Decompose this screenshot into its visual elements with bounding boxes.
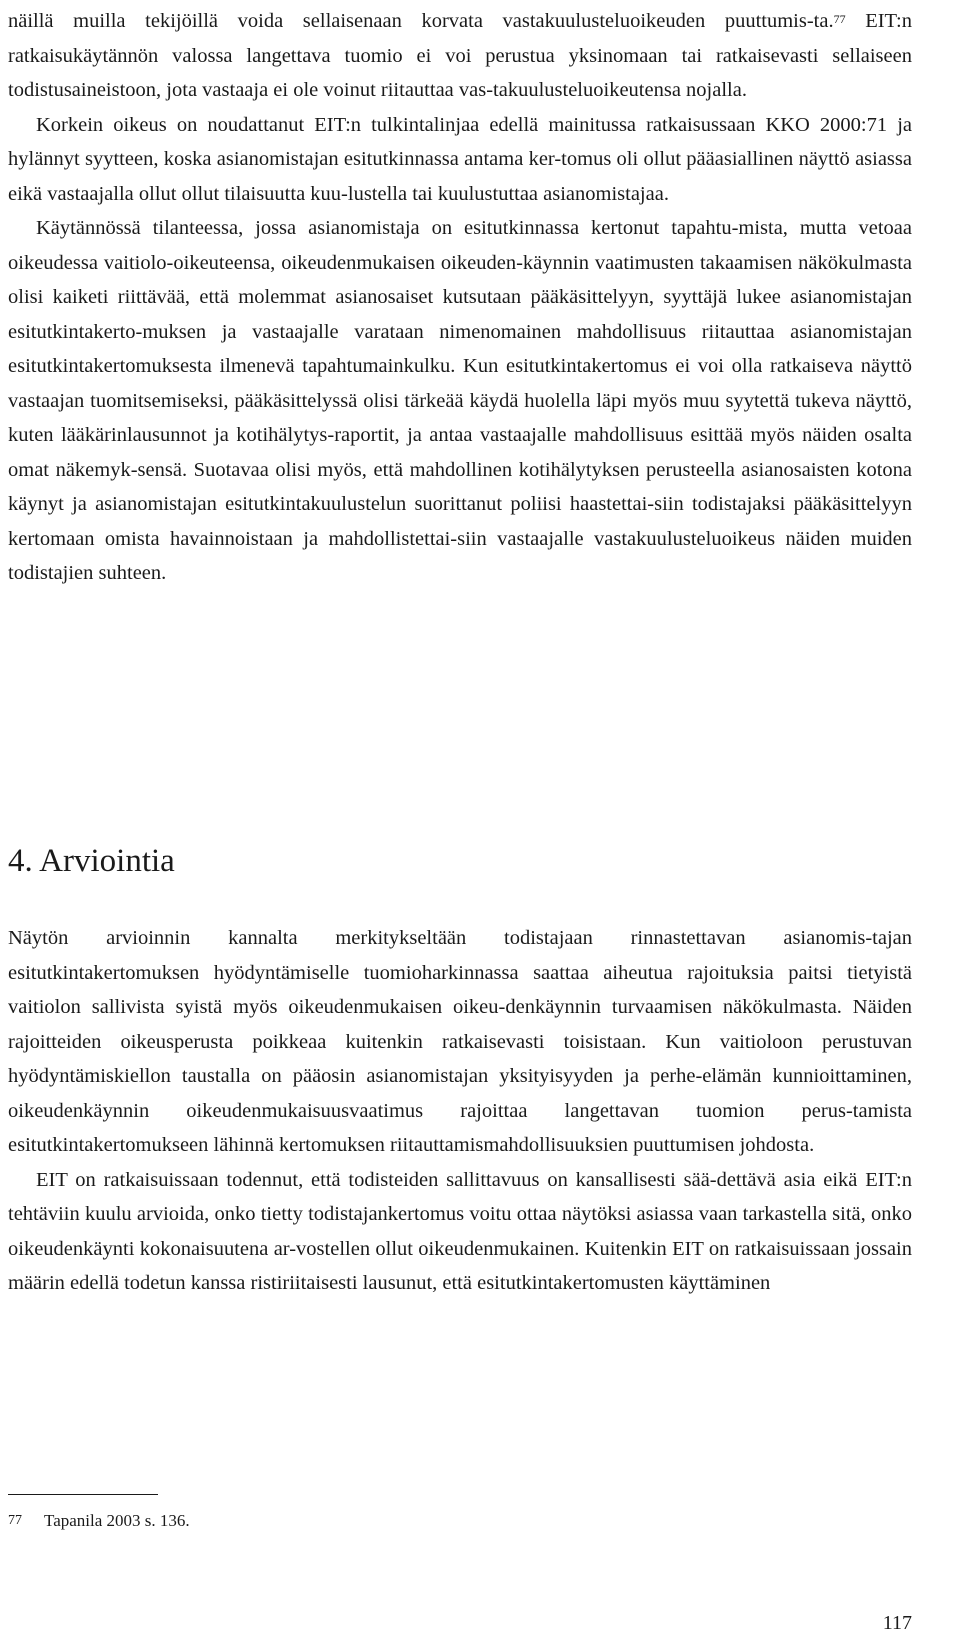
footnote-number: 77: [8, 1513, 22, 1528]
section-heading: 4. Arviointia: [8, 843, 175, 879]
paragraph: EIT on ratkaisuissaan todennut, että todisteiden sallittavuus on kansallisesti sää-dettävä asia eikä EIT:n tehtäviin kuulu arvioida, onko tietty todistajankertomus voitu ottaa näytöksi asiassa vaan tarkastella sitä, onko oikeudenkäynti kokonaisuutena ar-vostellen ollut oikeudenmukainen. Kuitenkin EIT on ratkaisuissaan jossain määrin edellä todetun kanssa ristiriitaisesti lausunut, että esitutkintakertomusten käyttäminen: [8, 1168, 912, 1294]
paragraph: Näytön arvioinnin kannalta merkitykseltään todistajaan rinnastettavan asianomis-tajan esitutkintakertomuksen hyödyntämiselle tuomioharkinnassa saattaa aiheutua rajoituksia paitsi tietyistä vaitiolon sallivista syistä myös oikeudenmukaisen oikeu-denkäynnin turvaamisen näkökulmasta. Näiden rajoitteiden oikeusperusta poikkeaa kuitenkin ratkaisevasti toisistaan. Kun vaitioloon perustuvan hyödyntämiskiellon taustalla on pääosin asianomistajan yksityisyyden ja perhe-elämän kunnioittaminen, oikeudenkäynnin oikeudenmukaisuusvaatimus rajoittaa langettavan tuomion perus-tamista esitutkintakertomukseen lähinnä kertomuksen riitauttamismahdollisuuksien puuttumisen johdosta.: [8, 927, 912, 1156]
paragraph: Korkein oikeus on noudattanut EIT:n tulkintalinjaa edellä mainitussa ratkaisussaan KKO 2000:71 ja hylännyt syytteen, koska asianomistajan esitutkinnassa antama ker-tomus oli ollut pääasiallinen näyttö asiassa eikä vastaajalla ollut ollut tilaisuutta kuu-lustella tai kuulustuttaa asianomistajaa.: [8, 113, 912, 205]
paragraph-text: EIT:n ratkaisukäytännön valossa langettava tuomio ei voi perustua yksinomaan tai ratkaisevasti sellaiseen todistusaineistoon, jota vastaaja ei ole voinut riitauttaa vas-takuulusteluoikeutensa nojalla.: [8, 10, 912, 101]
footnote-divider: [8, 1494, 158, 1495]
footnote-reference[interactable]: 77: [833, 12, 846, 26]
body-text-bottom: [8, 921, 912, 1301]
paragraph: [8, 4, 912, 108]
body-text-top: [8, 4, 912, 591]
footnote-text: Tapanila 2003 s. 136.: [44, 1511, 190, 1530]
paragraph: Käytännössä tilanteessa, jossa asianomistaja on esitutkinnassa kertonut tapahtu-mista, mutta vetoaa oikeudessa vaitiolo-oikeuteensa, oikeudenmukaisen oikeuden-käynnin vaatimusten takaamisen näkökulmasta olisi kaiketi riittävää, että molemmat asianosaiset kutsutaan pääkäsittelyyn, syyttäjä lukee asianomistajan esitutkintakerto-muksen ja vastaajalle varataan nimenomainen mahdollisuus riitauttaa asianomistajan esitutkintakertomuksesta ilmenevä tapahtumainkulku. Kun esitutkintakertomus ei voi olla ratkaiseva näyttö vastaajan tuomitsemiseksi, pääkäsittelyssä olisi tärkeää käydä huolella läpi myös muu syytettä tukeva näyttö, kuten lääkärinlausunnot ja kotihälytys-raportit, ja antaa vastaajalle mahdollisuus esittää myös näiden osalta omat näkemyk-sensä. Suotavaa olisi myös, että mahdollinen kotihälytyksen perusteella asianosaisten kotona käynyt ja asianomistajan esitutkintakuulustelun suorittanut poliisi haastettai-siin todistajaksi pääkäsittelyyn kertomaan omista havainnoistaan ja mahdollistettai-siin vastaajalle vastakuulusteluoikeus näiden muiden todistajien suhteen.: [8, 217, 912, 584]
page-number: 117: [882, 1612, 912, 1634]
paragraph-text: näillä muilla tekijöillä voida sellaisenaan korvata vastakuulusteluoikeuden puuttumis-ta.: [8, 10, 834, 32]
footnote: [8, 1510, 190, 1532]
document-page: [8, 0, 912, 1649]
